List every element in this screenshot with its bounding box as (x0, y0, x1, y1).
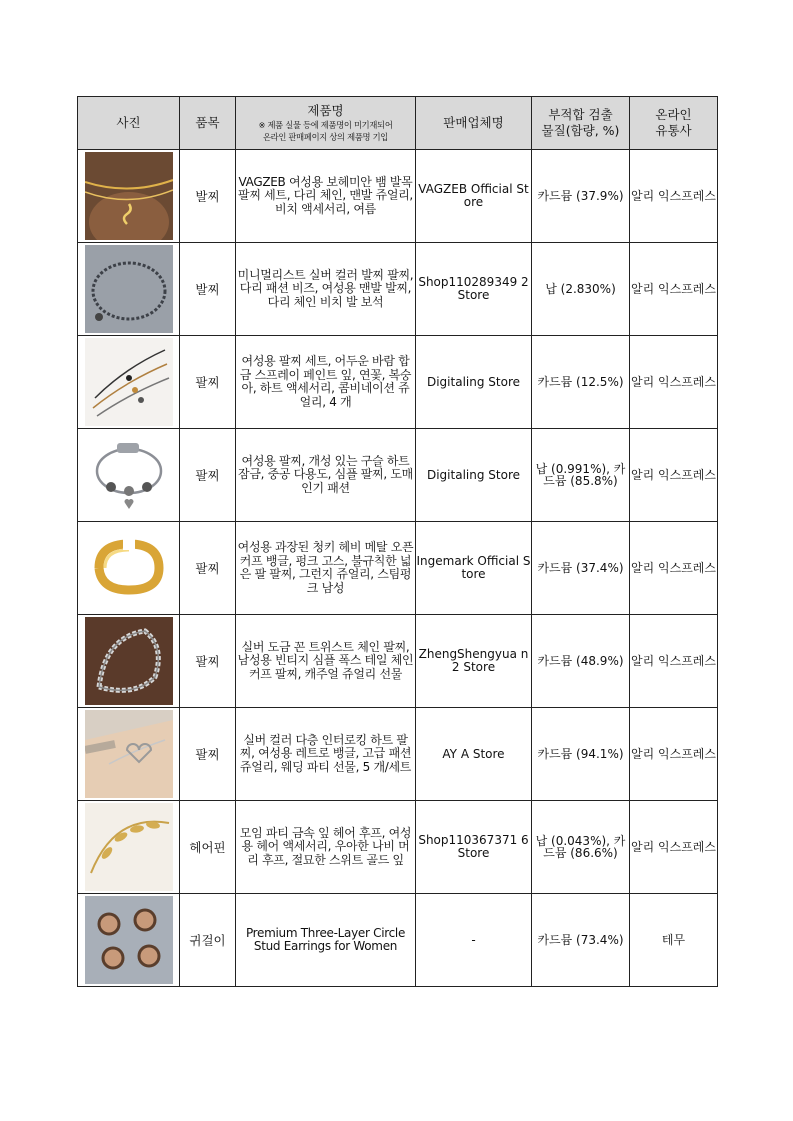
table-row (78, 522, 718, 615)
product-name-cell: 여성용 과장된 청키 헤비 메탈 오픈 커프 뱅글, 펑크 고스, 불규칙한 넓은 팔 팔찌, 그런지 쥬얼리, 스팀펑크 남성 (236, 522, 416, 615)
table-row (78, 708, 718, 801)
substance-cell: 카드뮴 (37.9%) (532, 150, 630, 243)
substance-cell: 카드뮴 (73.4%) (532, 894, 630, 987)
header-shop-line-1: 온라인 (655, 107, 692, 122)
header-substance-line-2: 물질(함량, %) (541, 123, 620, 138)
product-name-cell: 실버 도금 꼰 트위스트 체인 팔찌, 남성용 빈티지 심플 폭스 테일 체인 커프 팔찌, 캐주얼 쥬얼리 선물 (236, 615, 416, 708)
table-row (78, 801, 718, 894)
category-cell: 팔찌 (180, 708, 236, 801)
category-cell: 발찌 (180, 150, 236, 243)
table-row (78, 150, 718, 243)
twist-chain-bracelet-photo (85, 617, 173, 705)
header-shop-line-2: 유통사 (655, 123, 692, 138)
category-cell: 팔찌 (180, 615, 236, 708)
photo-cell (78, 894, 180, 987)
substance-cell: 카드뮴 (48.9%) (532, 615, 630, 708)
gold-cuff-bangle-photo (85, 524, 173, 612)
seller-cell: Shop110367371 6 Store (416, 801, 532, 894)
photo-cell (78, 336, 180, 429)
seller-cell: AY A Store (416, 708, 532, 801)
substance-cell: 카드뮴 (37.4%) (532, 522, 630, 615)
silver-bead-anklet-photo (85, 245, 173, 333)
circle-stud-earrings-photo (85, 896, 173, 984)
heart-bracelet-wrist-photo (85, 710, 173, 798)
heart-lock-bracelet-photo (85, 431, 173, 519)
shop-cell: 알리 익스프레스 (630, 243, 718, 336)
category-cell: 귀걸이 (180, 894, 236, 987)
photo-cell (78, 429, 180, 522)
seller-cell: Ingemark Official Store (416, 522, 532, 615)
header-shop (630, 97, 718, 150)
photo-cell (78, 522, 180, 615)
header-substance (532, 97, 630, 150)
shop-cell: 알리 익스프레스 (630, 801, 718, 894)
header-photo: 사진 (78, 97, 180, 150)
photo-cell (78, 243, 180, 336)
category-cell: 팔찌 (180, 522, 236, 615)
photo-cell (78, 708, 180, 801)
photo-cell (78, 150, 180, 243)
table-row (78, 336, 718, 429)
category-cell: 팔찌 (180, 429, 236, 522)
table-row (78, 894, 718, 987)
product-name-cell: Premium Three-Layer Circle Stud Earrings for Women (236, 894, 416, 987)
substance-cell: 카드뮴 (94.1%) (532, 708, 630, 801)
substance-cell: 카드뮴 (12.5%) (532, 336, 630, 429)
seller-cell: Shop110289349 2 Store (416, 243, 532, 336)
seller-cell: Digitaling Store (416, 336, 532, 429)
product-name-cell: 여성용 팔찌 세트, 어두운 바람 합금 스프레이 페인트 잎, 연꽃, 복숭아, 하트 액세서리, 콤비네이션 쥬얼리, 4 개 (236, 336, 416, 429)
product-name-cell: 모임 파티 금속 잎 헤어 후프, 여성용 헤어 액세서리, 우아한 나비 머리 후프, 절묘한 스위트 골드 잎 (236, 801, 416, 894)
category-cell: 발찌 (180, 243, 236, 336)
table-row (78, 243, 718, 336)
charm-bracelet-set-photo (85, 338, 173, 426)
table-row (78, 615, 718, 708)
shop-cell: 테무 (630, 894, 718, 987)
product-name-cell: 여성용 팔찌, 개성 있는 구슬 하트 잠금, 중공 다용도, 심플 팔찌, 도매 인기 패션 (236, 429, 416, 522)
table-header-row (78, 97, 718, 150)
shop-cell: 알리 익스프레스 (630, 522, 718, 615)
header-seller: 판매업체명 (416, 97, 532, 150)
shop-cell: 알리 익스프레스 (630, 615, 718, 708)
header-category: 품목 (180, 97, 236, 150)
substance-cell: 납 (0.043%), 카드뮴 (86.6%) (532, 801, 630, 894)
photo-cell (78, 801, 180, 894)
table-row (78, 429, 718, 522)
shop-cell: 알리 익스프레스 (630, 429, 718, 522)
header-product-name-note-1: ※ 제품 실물 등에 제품명이 미기재되어 (258, 120, 393, 130)
product-name-cell: 미니멀리스트 실버 컬러 발찌 팔찌, 다리 패션 비즈, 여성용 맨발 발찌, 다리 체인 비치 발 보석 (236, 243, 416, 336)
header-product-name-note-2: 온라인 판매페이지 상의 제품명 기입 (262, 132, 389, 142)
substance-cell: 납 (2.830%) (532, 243, 630, 336)
gold-leaf-headband-photo (85, 803, 173, 891)
header-product-name (236, 97, 416, 150)
header-product-name-title: 제품명 (307, 103, 344, 118)
category-cell: 팔찌 (180, 336, 236, 429)
category-cell: 헤어핀 (180, 801, 236, 894)
hazardous-products-table (77, 96, 718, 987)
product-name-cell: 실버 컬러 다층 인터로킹 하트 팔찌, 여성용 레트로 뱅글, 고급 패션 쥬얼리, 웨딩 파티 선물, 5 개/세트 (236, 708, 416, 801)
gold-snake-anklet-photo (85, 152, 173, 240)
shop-cell: 알리 익스프레스 (630, 708, 718, 801)
product-name-cell: VAGZEB 여성용 보헤미안 뱀 발목 팔찌 세트, 다리 체인, 맨발 쥬얼리, 비치 액세서리, 여름 (236, 150, 416, 243)
header-substance-line-1: 부적합 검출 (548, 107, 613, 122)
substance-cell: 납 (0.991%), 카드뮴 (85.8%) (532, 429, 630, 522)
seller-cell: - (416, 894, 532, 987)
shop-cell: 알리 익스프레스 (630, 150, 718, 243)
seller-cell: ZhengShengyua n2 Store (416, 615, 532, 708)
shop-cell: 알리 익스프레스 (630, 336, 718, 429)
seller-cell: VAGZEB Official Store (416, 150, 532, 243)
seller-cell: Digitaling Store (416, 429, 532, 522)
photo-cell (78, 615, 180, 708)
